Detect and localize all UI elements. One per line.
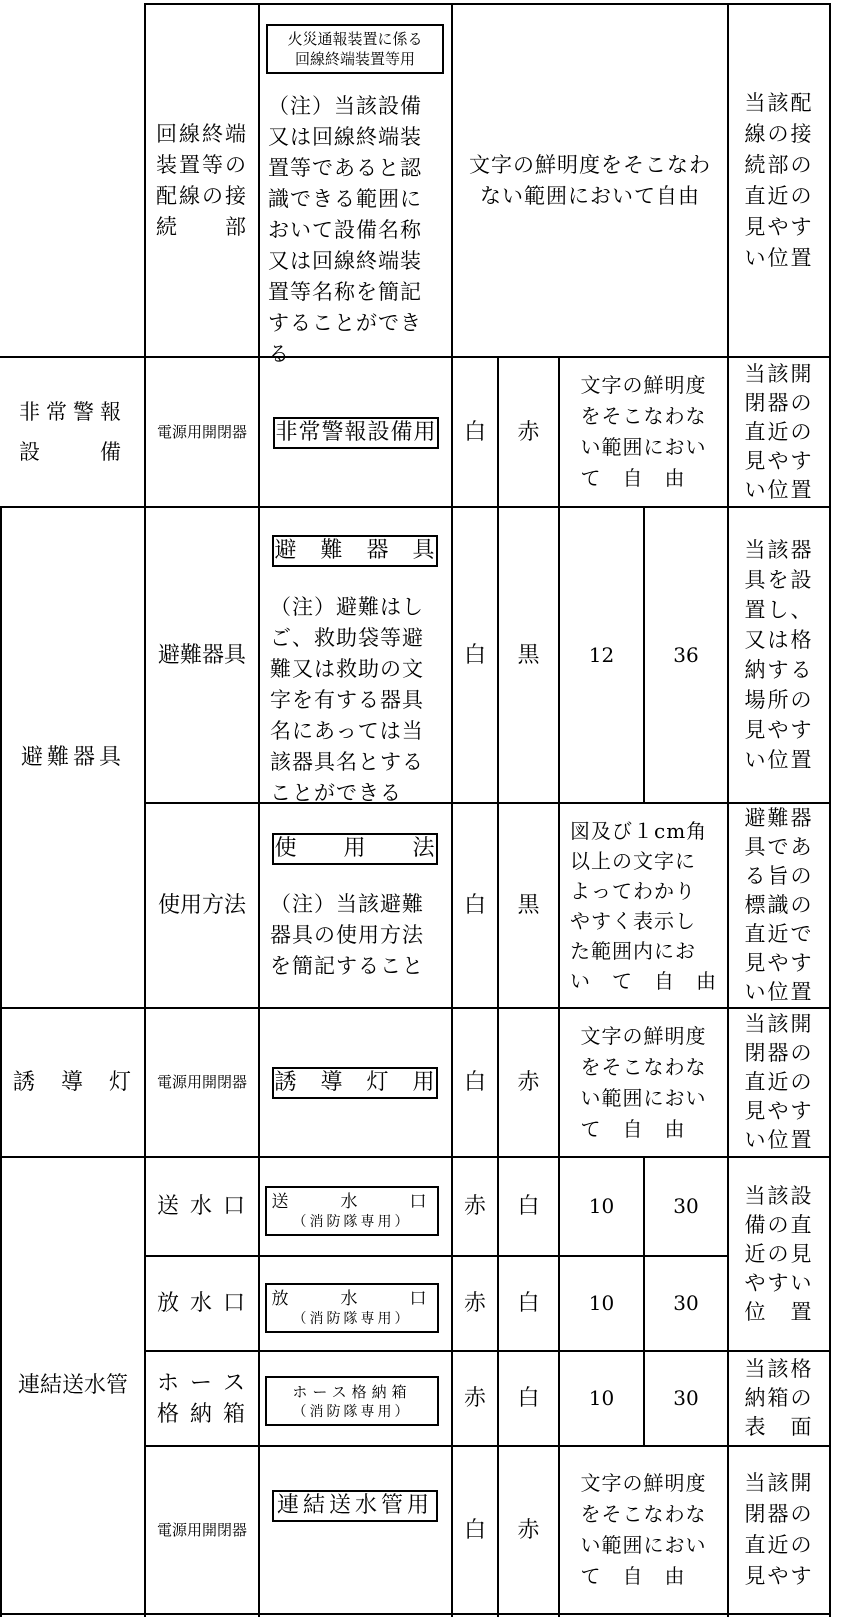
location-text: 当該格 納箱の 表 面 (744, 1357, 814, 1439)
fg-color-cell (499, 358, 558, 506)
location-cell (729, 804, 829, 1007)
size-text: 文字の鮮明度 をそこなわな い範囲におい て 自 由 (580, 1023, 707, 1141)
part-cell (146, 358, 258, 506)
min-char-text: 10 (588, 1386, 615, 1410)
min-size-cell (645, 1257, 727, 1350)
equipment-cell (2, 358, 144, 506)
bg-color-text: 赤 (463, 1386, 486, 1411)
part-text: 電源用開閉器 (156, 1520, 247, 1539)
location-cell (729, 1009, 829, 1156)
equipment-text: 非常警報 設 備 (19, 400, 127, 464)
equipment-cell (2, 1158, 144, 1613)
fg-color-cell (499, 1257, 558, 1350)
sign-label (272, 1067, 438, 1099)
fg-color-cell (499, 1447, 558, 1613)
bg-color-cell (453, 1158, 497, 1255)
sign-label-text: 連結送水管用 (276, 1493, 433, 1518)
equipment-text: 連結送水管 (17, 1373, 128, 1398)
sign-label-sub: （消防隊専用） (292, 1311, 412, 1327)
sign-label-sub: （消防隊専用） (292, 1404, 412, 1420)
min-char-text: 12 (588, 642, 615, 667)
part-text: 避難器具 (157, 642, 246, 668)
size-cell (560, 804, 727, 1007)
sign-label (272, 833, 438, 865)
fg-color-text: 黒 (517, 642, 540, 668)
bg-color-text: 白 (463, 642, 486, 668)
sign-label-main: ホース格納箱 (292, 1383, 412, 1401)
bg-color-text: 赤 (463, 1291, 486, 1316)
bg-color-cell (453, 1447, 497, 1613)
part-cell (146, 508, 258, 802)
fg-color-text: 白 (517, 1291, 540, 1316)
min-char-text: 10 (588, 1291, 615, 1315)
size-cell (560, 1447, 727, 1613)
size-text: 文字の鮮明度 をそこなわな い範囲におい て 自 由 (580, 373, 707, 490)
fg-color-text: 赤 (517, 1070, 540, 1095)
fg-color-cell (499, 1158, 558, 1255)
bg-color-text: 白 (463, 1070, 486, 1095)
part-text: 電源用開閉器 (156, 1073, 247, 1091)
location-text: 当該開 閉器の 直近の 見やす い位置 (744, 1012, 814, 1152)
bg-color-text: 白 (463, 1517, 486, 1543)
location-text: 当該配 線の接 続部の 直近の 見やす い位置 (744, 90, 814, 270)
bg-color-cell (453, 508, 497, 802)
location-text: 当該器 具を設 置し、 又は格 納する 場所の 見やす い位置 (744, 538, 814, 772)
fg-color-cell (499, 508, 558, 802)
min-char-cell (560, 1158, 643, 1255)
sign-label-text: 非常警報設備用 (275, 420, 437, 445)
table-border (829, 3, 831, 1617)
sign-label (265, 1186, 439, 1236)
sign-label-text: 使 用 法 (274, 836, 436, 861)
fg-color-text: 白 (517, 1194, 540, 1219)
fg-color-text: 黒 (517, 893, 540, 918)
equipment-text: 避難器具 (20, 745, 125, 770)
location-cell (729, 358, 829, 506)
bg-color-cell (453, 1009, 497, 1156)
min-size-cell (645, 508, 727, 802)
part-cell (146, 1447, 258, 1613)
sign-label (265, 1376, 439, 1426)
sign-label-sub: （消防隊専用） (292, 1214, 412, 1230)
bg-color-cell (453, 358, 497, 506)
min-size-text: 30 (673, 1194, 699, 1218)
sign-label-line: 火災通報装置に係る (287, 30, 423, 48)
sign-label (266, 24, 444, 74)
part-text: ホ ー ス 格 納 箱 (157, 1370, 247, 1427)
part-text: 回線終端 装置等の 配線の接 続 部 (156, 121, 248, 239)
location-cell (729, 1158, 829, 1350)
note-text: （注）当該設備 又は回線終端装 置等であると認 識できる範囲に おいて設備名称 又は回線終端装 置等名称を簡記 することができ る (268, 94, 422, 366)
table-border (258, 3, 260, 1617)
note-text: （注）当該避難 器具の使用方法 を簡記すること (270, 892, 424, 978)
min-size-cell (645, 1352, 727, 1445)
table-border (0, 1613, 831, 1615)
bg-color-cell (453, 1257, 497, 1350)
location-cell (729, 508, 829, 802)
sign-label-text: 避 難 器 具 (274, 538, 436, 563)
part-cell (146, 1158, 258, 1255)
fg-color-text: 白 (517, 1386, 540, 1411)
equipment-text: 誘 導 灯 (12, 1070, 133, 1095)
min-size-text: 36 (673, 642, 699, 667)
location-cell (729, 1447, 829, 1613)
part-cell (146, 1352, 258, 1445)
note-text: （注）避難はし ご、救助袋等避 難又は救助の文 字を有する器具 名にあっては当 該器具名とする ことができる (270, 595, 424, 805)
sign-label (265, 1283, 439, 1333)
bg-color-text: 白 (463, 419, 486, 445)
part-cell (146, 804, 258, 1007)
location-text: 当該開 閉器の 直近の 見やす い位置 (744, 361, 814, 502)
location-text: 当該開 閉器の 直近の 見やす (744, 1471, 814, 1588)
sign-label (272, 1490, 438, 1522)
equipment-cell (2, 1009, 144, 1156)
location-text: 避難器 具であ る旨の 標識の 直近で 見やす い位置 (744, 806, 814, 1004)
equipment-cell (2, 508, 144, 1007)
part-text: 電源用開閉器 (156, 422, 247, 441)
location-cell (729, 1352, 829, 1445)
min-char-cell (560, 1352, 643, 1445)
part-cell (146, 1009, 258, 1156)
size-cell (560, 358, 727, 506)
min-char-text: 10 (588, 1194, 615, 1218)
min-char-cell (560, 508, 643, 802)
sign-label-main: 送 水 口 (271, 1192, 433, 1212)
part-text: 送 水 口 (157, 1194, 247, 1219)
bg-color-cell (453, 804, 497, 1007)
location-text: 当該設 備の直 近の見 やすい 位 置 (744, 1183, 814, 1324)
sign-label (273, 417, 439, 449)
fg-color-cell (499, 1352, 558, 1445)
fg-color-text: 赤 (517, 419, 540, 445)
size-text: 文字の鮮明度 をそこなわな い範囲におい て 自 由 (580, 1471, 707, 1588)
bg-color-text: 赤 (463, 1194, 486, 1219)
bg-color-text: 白 (463, 893, 486, 918)
sign-label-main: 放 水 口 (271, 1289, 433, 1309)
bg-color-cell (453, 1352, 497, 1445)
fg-color-cell (499, 804, 558, 1007)
part-cell (146, 5, 258, 356)
min-size-text: 30 (673, 1291, 699, 1315)
size-cell (453, 5, 727, 356)
sign-label-text: 誘 導 灯 用 (274, 1070, 436, 1095)
size-text: 文字の鮮明度をそこなわ ない範囲において自由 (469, 152, 711, 208)
min-char-cell (560, 1257, 643, 1350)
part-text: 放 水 口 (157, 1291, 247, 1316)
sign-label (272, 535, 438, 567)
location-cell (729, 5, 829, 356)
fg-color-cell (499, 1009, 558, 1156)
part-cell (146, 1257, 258, 1350)
sign-label-line: 回線終端装置等用 (294, 50, 415, 68)
size-cell (560, 1009, 727, 1156)
min-size-text: 30 (673, 1386, 699, 1410)
size-text: 図及び１cm角 以上の文字に よってわかり やすく表示し た範囲内にお い て 自 由 (570, 818, 717, 993)
part-text: 使用方法 (157, 893, 246, 918)
fg-color-text: 赤 (517, 1517, 540, 1543)
min-size-cell (645, 1158, 727, 1255)
